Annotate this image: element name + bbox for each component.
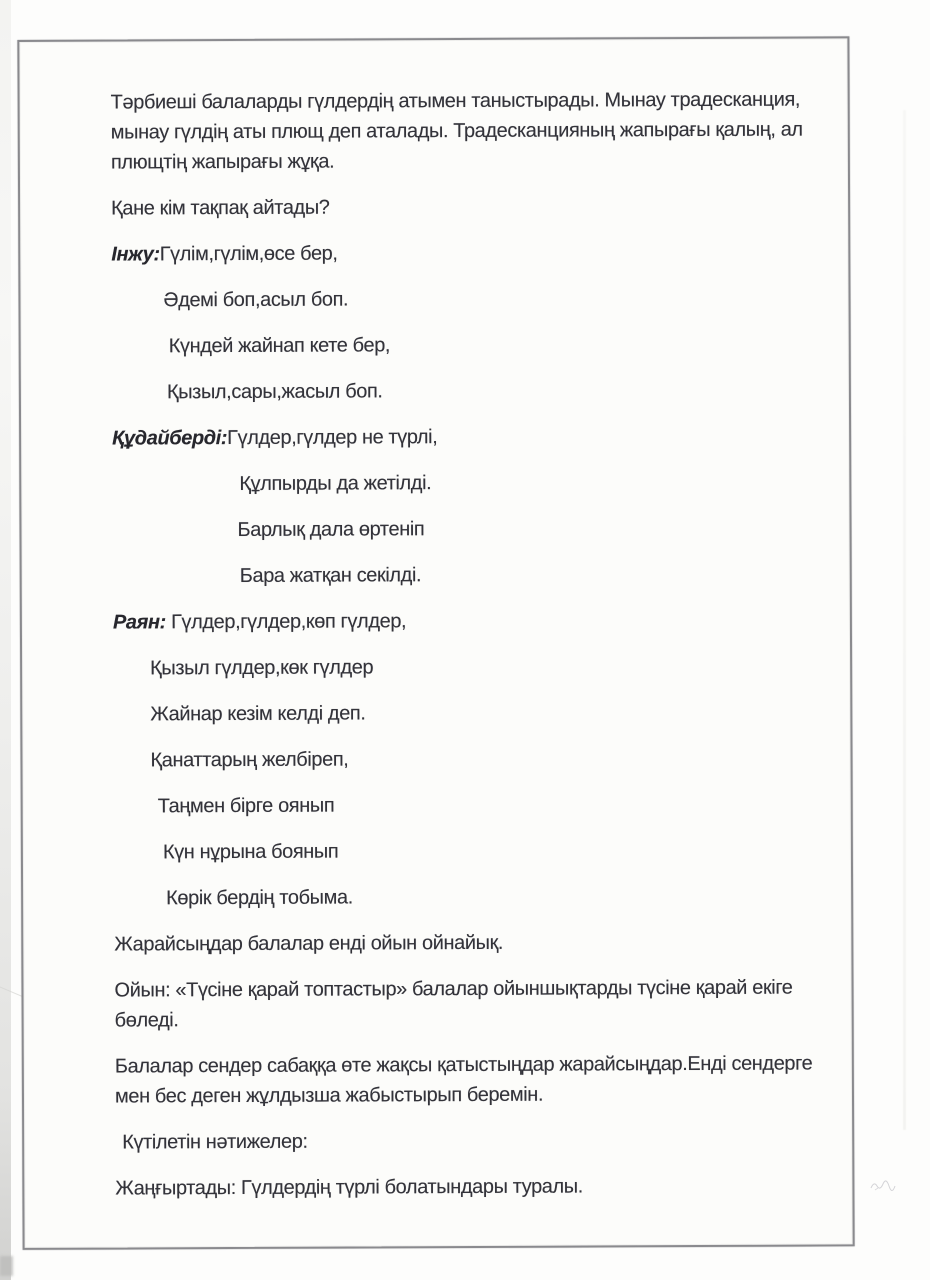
speaker-name-kudaiberdi: Құдайберді: (112, 427, 228, 450)
expected-results-item: Жаңғыртады: Гүлдердің түрлі болатындары туралы. (115, 1175, 583, 1200)
verse-line: Күн нұрына боянып (162, 840, 339, 864)
verse-line: Әдемі боп,асыл боп. (163, 288, 349, 312)
verse-line: Қызыл гүлдер,көк гүлдер (150, 656, 374, 680)
speaker-name-rayan: Раян: (112, 611, 166, 634)
verse-line: Жайнар кезім келді деп. (150, 702, 366, 726)
verse-line: Барлық дала өртеніп (237, 518, 425, 541)
verse-kudaiberdi-opening (112, 420, 872, 453)
verse-opening-text: Гүлдер,гүлдер,көп гүлдер, (165, 610, 407, 634)
question-paragraph: Қане кім тақпақ айтады? (111, 196, 330, 220)
verse-line: Бара жатқан секілді. (239, 564, 422, 587)
verse-line: Қанаттарың желбіреп, (150, 748, 349, 772)
verse-opening-text: Гүлдер,гүлдер не түрлі, (227, 426, 438, 450)
verse-opening-text: Гүлім,гүлім,өсе бер, (159, 242, 338, 266)
speaker-name-inzhu: Інжу: (111, 243, 160, 266)
praise-paragraph: Жарайсыңдар балалар енді ойын ойнайық. (114, 931, 504, 956)
expected-results-heading: Күтілетін нәтижелер: (122, 1130, 308, 1154)
verse-line: Көрік бердің тобыма. (166, 886, 353, 910)
verse-line: Күндей жайнап кете бер, (168, 334, 391, 358)
verse-line: Қызыл,сары,жасыл боп. (166, 380, 383, 404)
verse-line: Құлпырды да жетілді. (239, 472, 432, 495)
verse-line: Таңмен бірге оянып (157, 794, 335, 818)
verse-inzhu-opening (111, 236, 871, 269)
lesson-text (111, 84, 876, 1219)
verse-rayan-opening (113, 604, 873, 637)
intro-paragraph: Тәрбиеші балаларды гүлдердің атымен таныстырады. Мынау традесканция, мынау гүлдің аты плющ деп аталады. Традесканцияның жапырағы қалың, ал плющтің жапырағы жұқа. (110, 88, 803, 174)
game-paragraph: Ойын: «Түсіне қарай топтастыр» балалар ойыншықтарды түсіне қарай екіге бөледі. (114, 976, 793, 1032)
closing-paragraph: Балалар сендер сабаққа өте жақсы қатыстыңдар жарайсыңдар.Енді сендерге мен бес деген жұлдызша жабыстырып беремін. (114, 1052, 813, 1108)
